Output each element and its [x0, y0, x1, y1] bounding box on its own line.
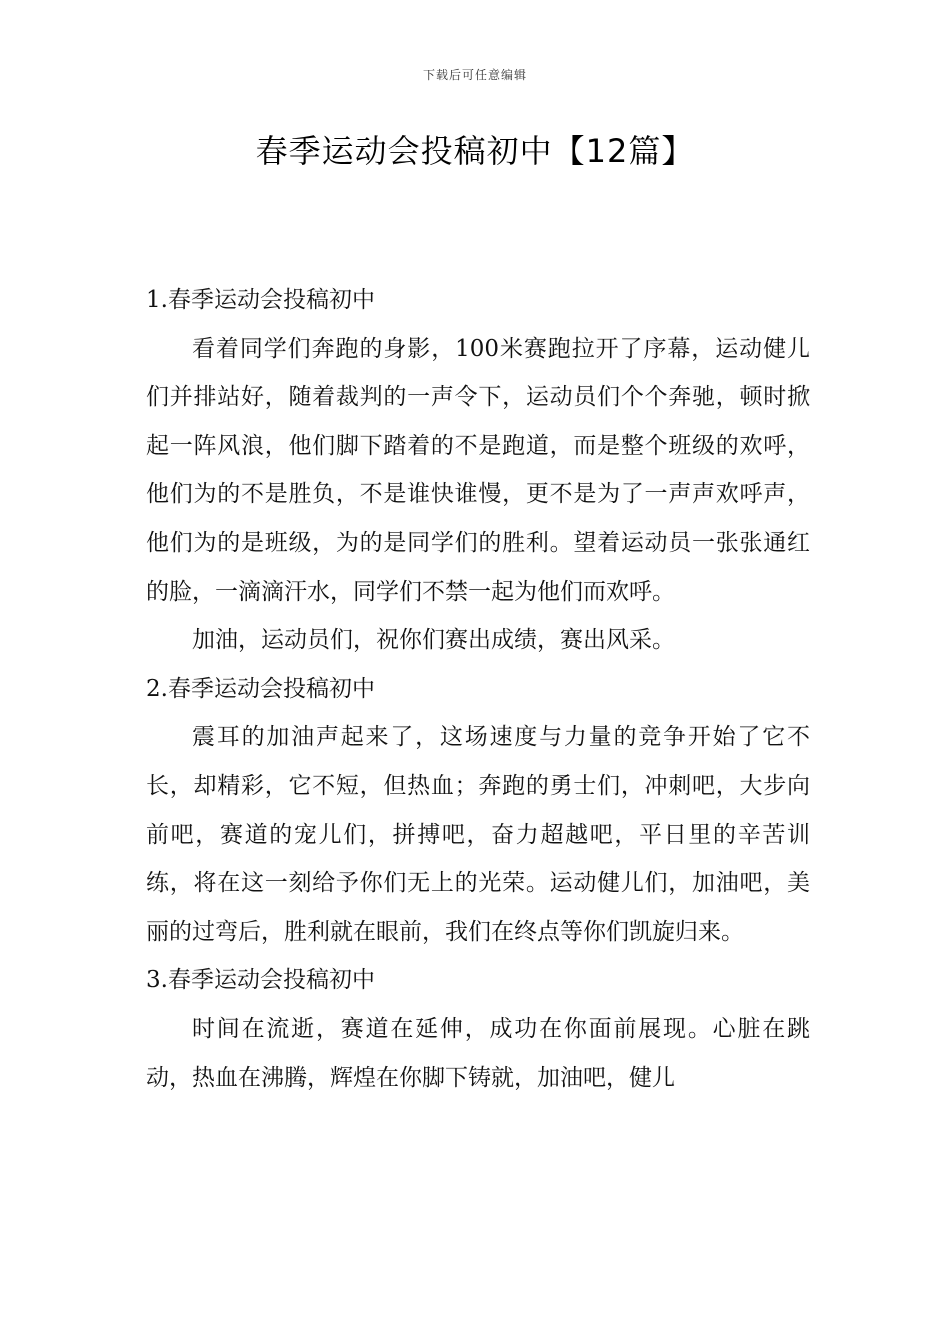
paragraph: 震耳的加油声起来了，这场速度与力量的竞争开始了它不长，却精彩，它不短，但热血；奔跑的勇士们，冲刺吧，大步向前吧，赛道的宠儿们，拼搏吧，奋力超越吧，平日里的辛苦训练，将在这一刻给予你们无上的光荣。运动健儿们，加油吧，美丽的过弯后，胜利就在眼前，我们在终点等你们凯旋归来。 [146, 724, 810, 945]
section-heading: 1.春季运动会投稿初中 [146, 287, 375, 313]
paragraph: 加油，运动员们，祝你们赛出成绩，赛出风采。 [192, 627, 675, 654]
section-heading: 3.春季运动会投稿初中 [146, 967, 375, 994]
section-1 [146, 276, 810, 665]
paragraph: 看着同学们奔跑的身影，100米赛跑拉开了序幕，运动健儿们并排站好，随着裁判的一声令下，运动员们个个奔驰，顿时掀起一阵风浪，他们脚下踏着的不是跑道，而是整个班级的欢呼，他们为的不是胜负，不是谁快谁慢，更不是为了一声声欢呼声，他们为的是班级，为的是同学们的胜利。望着运动员一张张通红的脸，一滴滴汗水，同学们不禁一起为他们而欢呼。 [146, 335, 810, 605]
document-title: 春季运动会投稿初中【12篇】 [255, 132, 695, 170]
section-2 [146, 665, 810, 957]
section-3 [146, 956, 810, 1102]
paragraph: 时间在流逝，赛道在延伸，成功在你面前展现。心脏在跳动，热血在沸腾，辉煌在你脚下铸就，加油吧，健儿 [146, 1015, 810, 1091]
document-body [146, 276, 810, 1102]
section-heading: 2.春季运动会投稿初中 [146, 675, 375, 702]
header-note: 下载后可任意编辑 [422, 68, 527, 82]
